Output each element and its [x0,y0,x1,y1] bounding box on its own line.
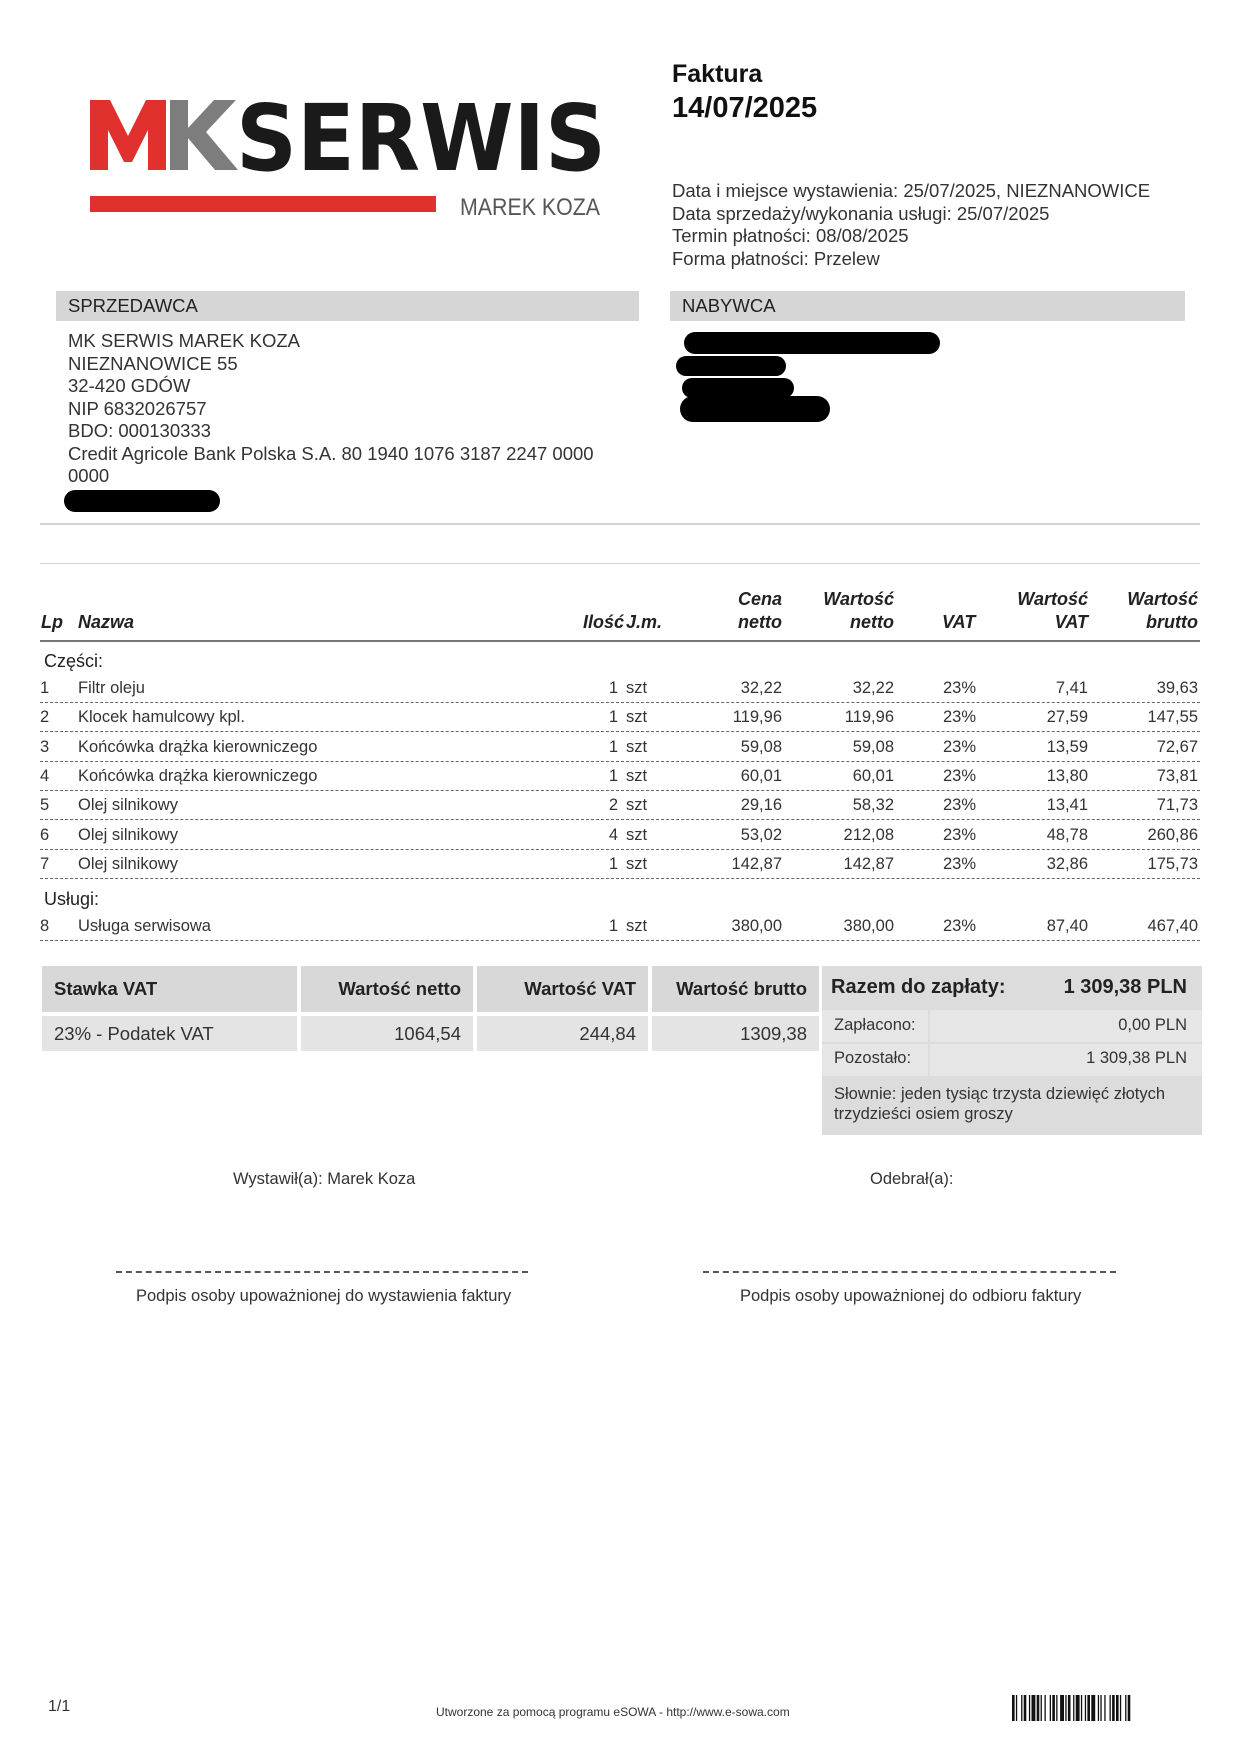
barcode-bar [1098,1695,1099,1721]
cell-lp: 1 [40,679,50,697]
cell-name: Filtr oleju [78,679,145,697]
cell-qty: 1 [608,708,618,727]
cell-vat-value: 7,41 [1055,679,1088,697]
col-price-header [690,588,782,634]
cell-vat-value: 13,41 [1046,796,1088,815]
barcode-bar [1068,1695,1071,1721]
issuer-signature-line [116,1271,528,1273]
barcode-bar [1016,1695,1017,1721]
cell-vat: 23% [942,708,976,727]
cell-name: Końcówka drążka kierowniczego [78,737,318,756]
cell-lp: 4 [40,766,50,785]
payment-details-rule [822,1042,1202,1044]
barcode-bar [1128,1695,1131,1721]
table-row [40,732,1200,762]
cell-lp: 8 [40,917,50,935]
vat-net-header: Wartość netto [301,966,473,1012]
cell-price: 119,96 [732,708,782,727]
barcode-bar [1076,1695,1080,1721]
seller-bdo: BDO: 000130333 [68,420,211,441]
barcode-bar [1091,1695,1095,1721]
seller-name: MK SERWIS MAREK KOZA [68,330,300,351]
table-row [40,702,1200,732]
barcode-bar [1060,1695,1064,1721]
buyer-redaction-1 [684,332,940,354]
logo-k-mark [170,100,238,170]
cell-gross: 467,40 [1147,917,1198,935]
barcode-bar [1112,1695,1115,1721]
cell-unit: szt [626,854,648,873]
col-vat-value-header [980,588,1088,634]
table-row [40,820,1200,850]
cell-vat-value: 87,40 [1046,917,1088,935]
cell-gross: 39,63 [1156,679,1198,697]
issuer-signature-caption: Podpis osoby upoważnionej do wystawienia faktury [136,1287,512,1305]
invoice-number: 14/07/2025 [672,92,818,124]
cell-net: 380,00 [843,917,894,935]
cell-gross: 72,67 [1156,737,1198,756]
cell-vat: 23% [942,796,976,815]
seller-heading: SPRZEDAWCA [56,291,639,321]
vat-gross-header: Wartość brutto [652,966,819,1012]
barcode-bar [1125,1695,1126,1721]
col-gross-header-1: Wartość [1127,589,1198,609]
remaining-label: Pozostało: [834,1049,912,1067]
cell-net: 142,87 [843,854,894,873]
col-net-header-2: netto [850,612,894,632]
cell-vat: 23% [942,737,976,756]
cell-vat: 23% [942,825,976,844]
cell-net: 60,01 [852,766,894,785]
table-row [40,673,1200,703]
vat-net-value: 1064,54 [301,1016,473,1051]
cell-vat-value: 32,86 [1046,854,1088,873]
barcode-bar [1073,1695,1074,1721]
barcode-bar [1029,1695,1030,1721]
receiver-signature-line [703,1271,1116,1273]
cell-qty: 1 [608,679,618,697]
barcode-bar [1116,1695,1119,1721]
section-services: Usługi: [44,889,100,909]
cell-vat-value: 27,59 [1046,708,1088,727]
cell-unit: szt [626,708,648,727]
cell-unit: szt [626,737,648,756]
col-lp-header: Lp [41,612,63,632]
col-net-header-1: Wartość [823,589,894,609]
cell-vat: 23% [942,854,976,873]
cell-lp: 6 [40,825,50,844]
divider-bottom [40,563,1200,564]
barcode-bar [1110,1695,1111,1721]
cell-vat: 23% [942,917,976,935]
barcode-bar [1085,1695,1086,1721]
table-row [40,849,1200,879]
col-price-header-2: netto [738,612,782,632]
barcode-bar [1045,1695,1046,1721]
barcode-bar [1050,1695,1051,1721]
cell-unit: szt [626,825,648,844]
logo-m-mark [90,100,166,170]
barcode-bar [1120,1695,1121,1721]
barcode-bar [1100,1695,1101,1721]
barcode-bar [1021,1695,1022,1721]
logo-red-bar [90,196,436,212]
cell-lp: 2 [40,708,50,727]
seller-bank: Credit Agricole Bank Polska S.A. 80 1940 1076 3187 2247 0000 [68,442,594,464]
col-name-header: Nazwa [78,612,135,632]
divider-top [40,523,1200,525]
cell-lp: 3 [40,737,50,756]
col-gross-header [1100,588,1198,634]
receiver-signature-caption: Podpis osoby upoważnionej do odbioru faktury [740,1287,1082,1305]
seller-redaction [64,490,220,512]
amount-in-words-2: trzydzieści osiem groszy [834,1105,1013,1123]
buyer-redaction-4 [680,396,830,422]
cell-vat: 23% [942,766,976,785]
barcode-bar [1032,1695,1036,1721]
vat-vat-header: Wartość VAT [477,966,648,1012]
cell-qty: 4 [608,825,618,844]
col-vat-header: VAT [942,612,976,632]
cell-price: 60,01 [740,766,782,785]
vat-rate-header: Stawka VAT [42,966,297,1012]
buyer-heading: NABYWCA [670,291,1185,321]
seller-address-line2: 32-420 GDÓW [68,375,191,396]
cell-gross: 260,86 [1147,825,1198,844]
seller-bank-cont: 0000 [68,465,110,486]
page-number: 1/1 [48,1698,71,1715]
total-value: 1 309,38 PLN [1063,976,1187,998]
vat-rate-value: 23% - Podatek VAT [42,1016,297,1051]
logo-owner: MAREK KOZA [460,194,600,220]
cell-qty: 1 [608,766,618,785]
document-title: Faktura [672,60,763,88]
barcode-bar [1087,1695,1090,1721]
invoice-meta [672,180,1150,270]
barcode-bar [1052,1695,1055,1721]
cell-vat: 23% [942,679,976,697]
sale-date: Data sprzedaży/wykonania usługi: 25/07/2025 [672,202,1050,224]
barcode [1012,1695,1200,1721]
barcode-bar [1081,1695,1082,1721]
table-row [40,911,1200,941]
cell-name: Olej silnikowy [78,854,178,873]
barcode-bar [1037,1695,1040,1721]
cell-unit: szt [626,766,648,785]
cell-gross: 73,81 [1156,766,1198,785]
issue-date: Data i miejsce wystawienia: 25/07/2025, NIEZNANOWICE [672,180,1151,201]
payment-form: Forma płatności: Przelew [672,247,880,269]
vat-gross-value: 1309,38 [652,1016,819,1051]
cell-gross: 71,73 [1156,796,1198,815]
seller-details [68,330,628,488]
cell-net: 212,08 [843,825,894,844]
cell-unit: szt [626,679,648,697]
received-by: Odebrał(a): [870,1170,954,1188]
due-date: Termin płatności: 08/08/2025 [672,225,909,246]
buyer-redaction-3 [682,378,794,398]
cell-net: 119,96 [844,708,894,727]
cell-price: 53,02 [740,825,782,844]
cell-price: 380,00 [731,917,782,935]
col-unit-header: J.m. [626,612,663,632]
col-vat-value-header-2: VAT [1054,612,1088,632]
company-logo [90,100,610,220]
cell-qty: 2 [608,796,618,815]
cell-unit: szt [626,917,648,935]
cell-unit: szt [626,796,648,815]
cell-price: 29,16 [740,796,782,815]
amount-in-words [834,1084,1165,1124]
cell-gross: 147,55 [1147,708,1198,727]
col-gross-header-2: brutto [1146,612,1198,632]
cell-net: 59,08 [852,737,894,756]
col-vat-value-header-1: Wartość [1017,589,1088,609]
paid-label: Zapłacono: [834,1016,916,1034]
cell-name: Klocek hamulcowy kpl. [78,708,245,727]
buyer-redaction-2 [676,356,786,376]
cell-qty: 1 [608,917,618,935]
barcode-bar [1012,1695,1015,1721]
cell-net: 58,32 [852,796,894,815]
issued-by: Wystawił(a): Marek Koza [233,1170,416,1188]
payment-summary [822,966,1202,1135]
cell-qty: 1 [608,854,618,873]
barcode-bar [1056,1695,1057,1721]
cell-vat-value: 13,59 [1046,737,1088,756]
barcode-bar [1065,1695,1066,1721]
cell-name: Olej silnikowy [78,825,178,844]
seller-nip: NIP 6832026757 [68,397,207,419]
cell-price: 142,87 [731,854,782,873]
cell-lp: 7 [40,854,50,873]
table-row [40,790,1200,820]
table-row [40,761,1200,791]
cell-name: Końcówka drążka kierowniczego [78,766,318,785]
amount-in-words-1: Słownie: jeden tysiąc trzysta dziewięć złotych [834,1085,1166,1103]
cell-net: 32,22 [852,679,894,697]
barcode-bar [1104,1695,1105,1721]
logo-brand-name: SERWIS [236,100,606,192]
total-label: Razem do zapłaty: [831,976,1006,998]
col-price-header-1: Cena [737,589,782,609]
table-header-rule [40,640,1200,642]
cell-gross: 175,73 [1147,854,1198,873]
cell-name: Usługa serwisowa [78,917,211,935]
cell-qty: 1 [608,737,618,756]
cell-vat-value: 48,78 [1046,825,1088,844]
cell-vat-value: 13,80 [1046,766,1088,785]
cell-name: Olej silnikowy [78,796,178,815]
remaining-value: 1 309,38 PLN [1086,1049,1187,1067]
cell-price: 59,08 [740,737,782,756]
seller-address-line1: NIEZNANOWICE 55 [68,352,238,374]
created-with: Utworzone za pomocą programu eSOWA - http://www.e-sowa.com [436,1705,790,1719]
cell-lp: 5 [40,796,50,815]
col-qty-header: Ilość [583,612,625,632]
vat-vat-value: 244,84 [477,1016,648,1051]
paid-value: 0,00 PLN [1118,1016,1187,1034]
section-parts: Części: [44,651,104,671]
barcode-bar [1024,1695,1027,1721]
barcode-bar [1041,1695,1042,1721]
cell-price: 32,22 [740,679,782,697]
col-net-header [790,588,894,634]
